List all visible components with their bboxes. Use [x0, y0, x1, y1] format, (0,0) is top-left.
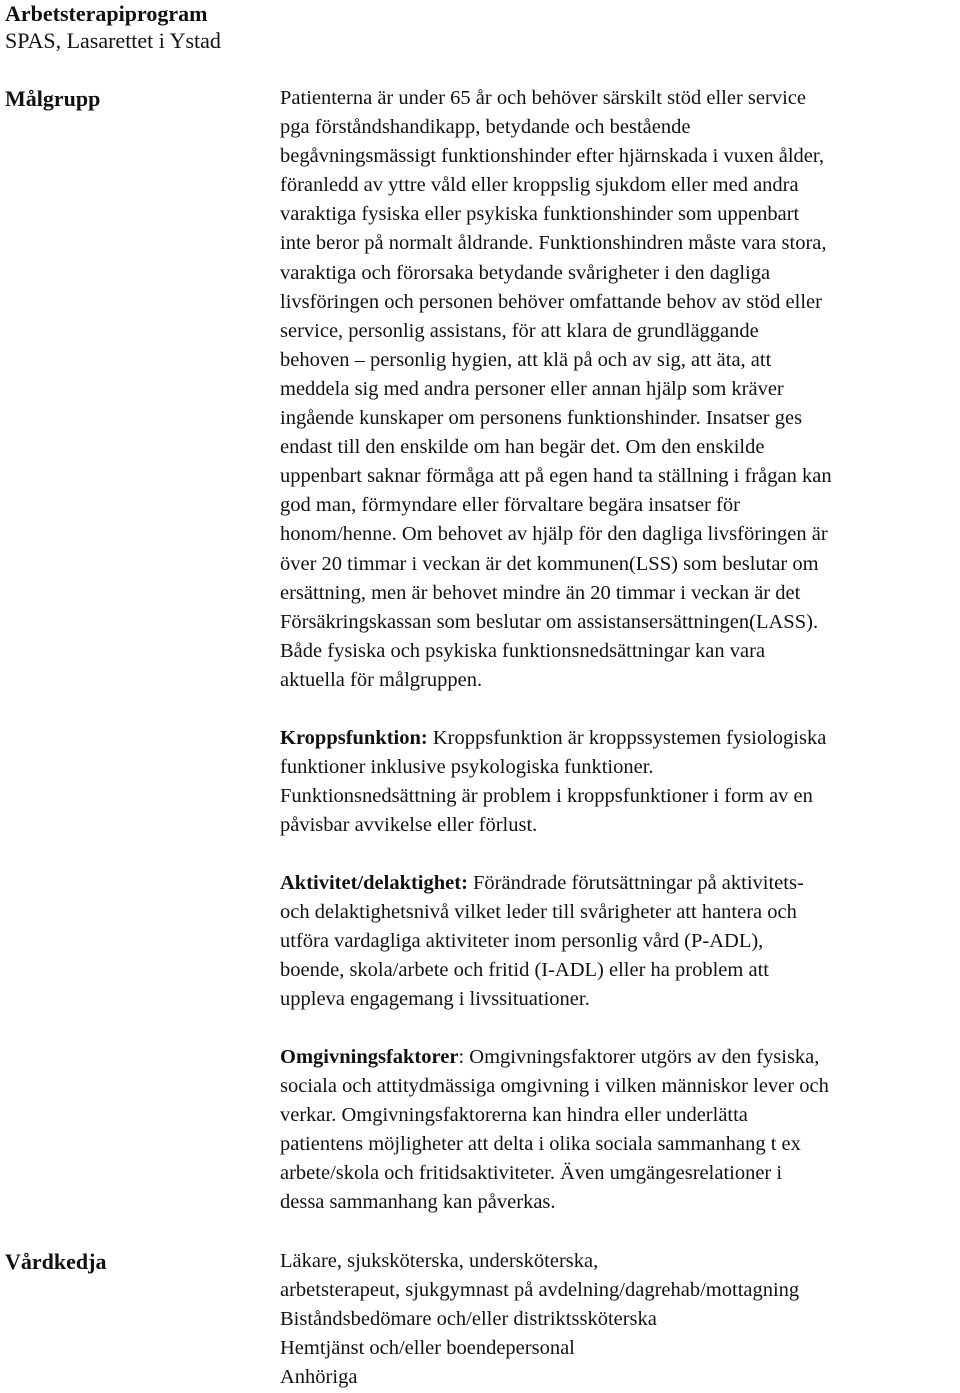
aktivitet-term: Aktivitet/delaktighet: — [280, 872, 468, 894]
malgrupp-text — [280, 84, 956, 695]
aktivitet-first-line: Förändrade förutsättningar på aktivitets- — [467, 872, 804, 894]
text-line: meddela sig med andra personer eller annan hjälp som kräver — [280, 377, 784, 400]
omgivning-term: Omgivningsfaktorer — [280, 1046, 459, 1068]
text-line: Funktionsnedsättning är problem i kroppsfunktioner i form av en — [280, 785, 813, 808]
text-line: inte beror på normalt åldrande. Funktionshindren måste vara stora, — [280, 232, 827, 255]
text-line: begåvningsmässigt funktionshinder efter hjärnskada i vuxen ålder, — [280, 145, 824, 168]
kroppsfunktion-first-line: Kroppsfunktion är kroppssystemen fysiologiska — [427, 727, 827, 749]
text-line: pga förståndshandikapp, betydande och bestående — [280, 116, 691, 139]
text-line: varaktiga fysiska eller psykiska funktionshinder som uppenbart — [280, 203, 800, 226]
text-line: dessa sammanhang kan påverkas. — [280, 1191, 556, 1214]
text-line: verkar. Omgivningsfaktorerna kan hindra eller underlätta — [280, 1104, 748, 1127]
text-line: ingående kunskaper om personens funktionshinder. Insatser ges — [280, 407, 803, 430]
text-line: endast till den enskilde om han begär det. Om den enskilde — [280, 436, 765, 459]
omgivning-first-line: : Omgivningsfaktorer utgörs av den fysiska, — [458, 1046, 820, 1068]
text-line: utföra vardagliga aktiviteter inom personlig vård (P-ADL), — [280, 930, 764, 953]
text-line: aktuella för målgruppen. — [280, 668, 483, 691]
text-line: patientens möjligheter att delta i olika sociala sammanhang t ex — [280, 1133, 801, 1156]
vardkedja-list — [280, 1247, 956, 1392]
text-line — [280, 869, 956, 898]
text-line: behoven – personlig hygien, att klä på och av sig, att äta, att — [280, 348, 772, 371]
text-line — [280, 724, 956, 753]
text-line: god man, förmyndare eller förvaltare begära insatser för — [280, 494, 740, 517]
document-subtitle: SPAS, Lasarettet i Ystad — [5, 28, 221, 53]
omgivning-paragraph — [280, 1043, 956, 1218]
vardkedja-label: Vårdkedja — [5, 1249, 107, 1274]
text-line: föranledd av yttre våld eller kroppslig sjukdom eller med andra — [280, 174, 799, 197]
text-line: boende, skola/arbete och fritid (I-ADL) eller ha problem att — [280, 959, 769, 982]
list-item: Biståndsbedömare och/eller distriktssköterska — [280, 1308, 657, 1331]
list-item: Hemtjänst och/eller boendepersonal — [280, 1337, 575, 1360]
text-line: Patienterna är under 65 år och behöver särskilt stöd eller service — [280, 87, 806, 109]
text-line: Både fysiska och psykiska funktionsnedsättningar kan vara — [280, 639, 766, 662]
aktivitet-paragraph — [280, 869, 956, 1014]
text-line: påvisbar avvikelse eller förlust. — [280, 814, 538, 837]
text-line: och delaktighetsnivå vilket leder till svårigheter att hantera och — [280, 901, 797, 924]
list-item: Läkare, sjuksköterska, undersköterska, — [280, 1250, 599, 1272]
text-line: service, personlig assistans, för att klara de grundläggande — [280, 319, 759, 342]
text-line: Försäkringskassan som beslutar om assistansersättningen(LASS). — [280, 610, 819, 633]
text-line: honom/henne. Om behovet av hjälp för den dagliga livsföringen är — [280, 523, 828, 546]
document-title: Arbetsterapiprogram — [5, 1, 208, 26]
text-line — [280, 1043, 956, 1072]
list-item: Anhöriga — [280, 1366, 358, 1389]
text-line: varaktiga och förorsaka betydande svårigheter i den dagliga — [280, 261, 771, 284]
text-line: ersättning, men är behovet mindre än 20 timmar i veckan är det — [280, 581, 801, 604]
list-item: arbetsterapeut, sjukgymnast på avdelning/dagrehab/mottagning — [280, 1279, 800, 1302]
kroppsfunktion-term: Kroppsfunktion: — [280, 727, 428, 749]
text-line: uppleva engagemang i livssituationer. — [280, 988, 590, 1011]
kroppsfunktion-paragraph — [280, 724, 956, 840]
text-line: uppenbart saknar förmåga att på egen hand ta ställning i frågan kan — [280, 465, 832, 488]
text-line: livsföringen och personen behöver omfattande behov av stöd eller — [280, 290, 822, 313]
text-line: sociala och attitydmässiga omgivning i vilken människor lever och — [280, 1075, 829, 1098]
text-line: arbete/skola och fritidsaktiviteter. Även umgängesrelationer i — [280, 1162, 783, 1185]
malgrupp-label: Målgrupp — [5, 86, 101, 111]
text-line: över 20 timmar i veckan är det kommunen(LSS) som beslutar om — [280, 552, 819, 575]
text-line: funktioner inklusive psykologiska funktioner. — [280, 756, 654, 779]
